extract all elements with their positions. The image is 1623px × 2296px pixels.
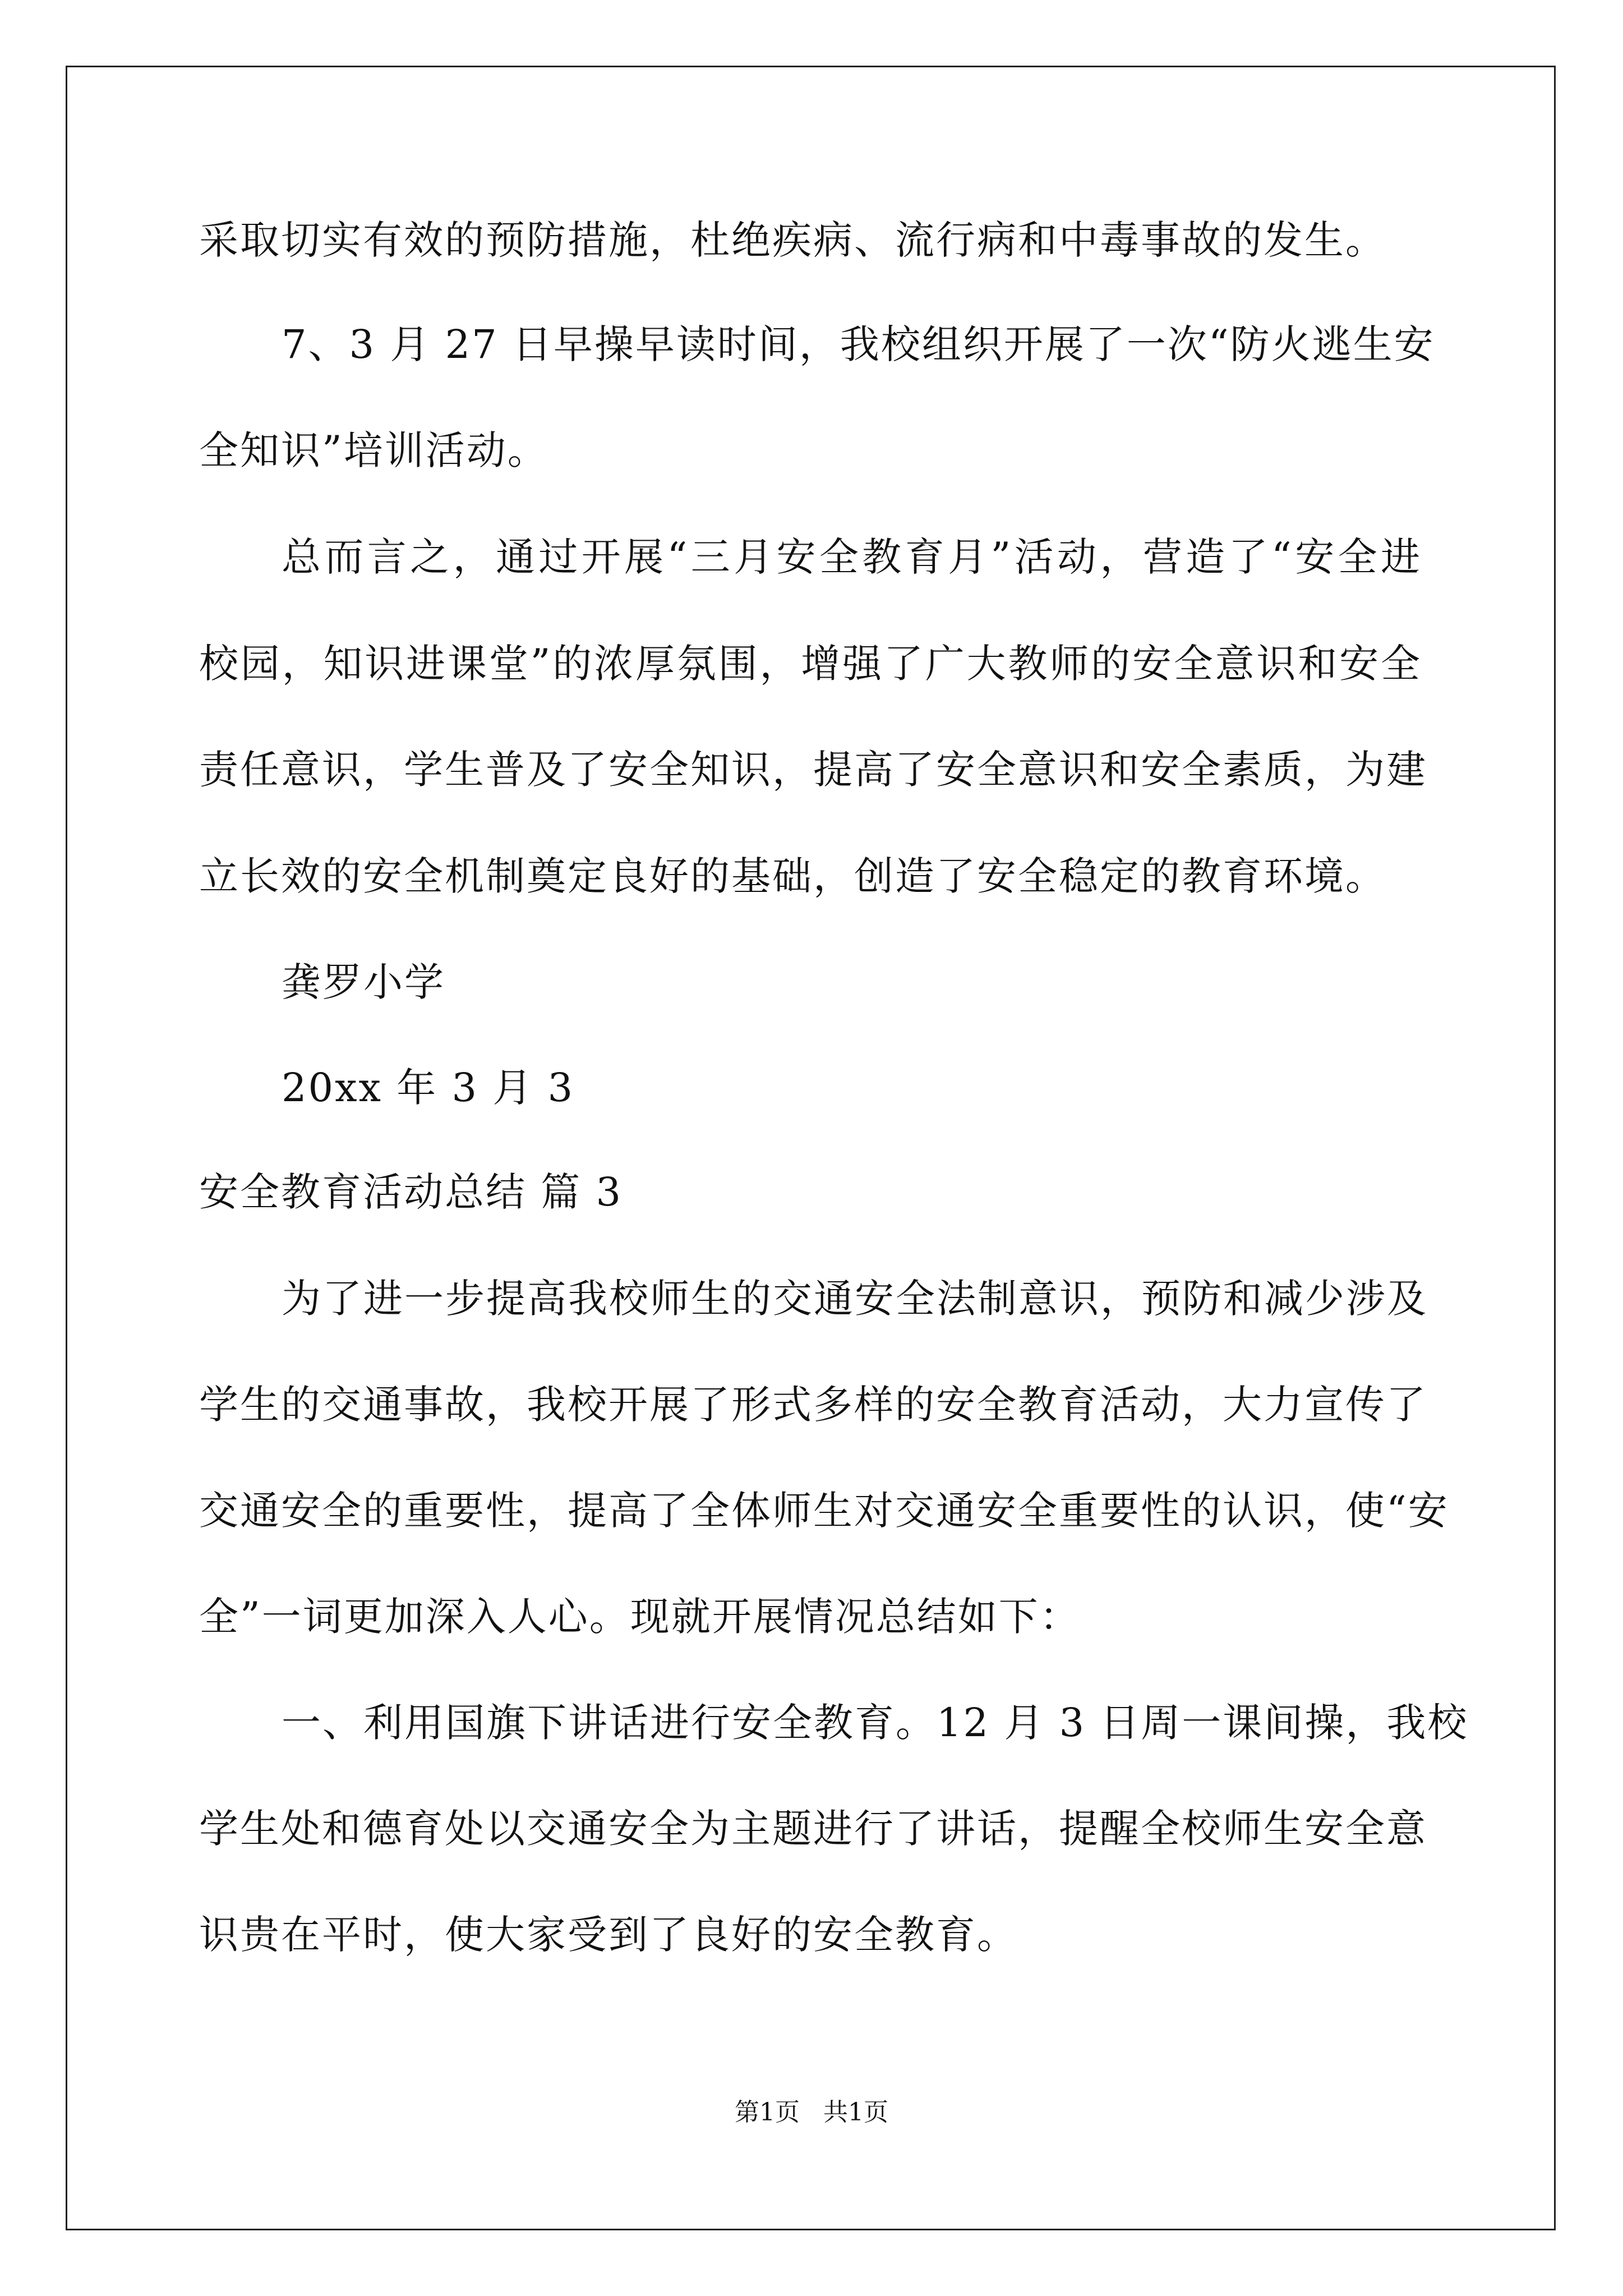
text-line: 识贵在平时，使大家受到了良好的安全教育。 — [199, 1912, 1018, 1958]
page-total: 共1页 — [823, 2098, 888, 2127]
text-line: 交通安全的重要性，提高了全体师生对交通安全重要性的认识，使“安 — [199, 1488, 1449, 1534]
text-line: 全知识”培训活动。 — [199, 427, 548, 473]
signature-date: 20xx 年 3 月 3 — [282, 1065, 575, 1111]
text-line: 总而言之，通过开展“三月安全教育月”活动，营造了“安全进 — [282, 534, 1422, 580]
section-heading: 安全教育活动总结 篇 3 — [199, 1169, 623, 1215]
text-line: 校园，知识进课堂”的浓厚氛围，增强了广大教师的安全意识和安全 — [199, 641, 1422, 687]
text-line: 责任意识，学生普及了安全知识，提高了安全意识和安全素质，为建 — [199, 747, 1427, 793]
signature-school: 龚罗小学 — [282, 959, 445, 1005]
page-footer — [0, 2096, 1623, 2129]
text-line: 全”一词更加深入人心。现就开展情况总结如下： — [199, 1594, 1081, 1640]
text-line: 采取切实有效的预防措施，杜绝疾病、流行病和中毒事故的发生。 — [199, 217, 1386, 263]
text-line: 为了进一步提高我校师生的交通安全法制意识，预防和减少涉及 — [282, 1276, 1428, 1322]
text-line: 学生处和德育处以交通安全为主题进行了讲话，提醒全校师生安全意 — [199, 1806, 1427, 1852]
page-number: 第1页 — [735, 2098, 800, 2127]
text-line: 立长效的安全机制奠定良好的基础，创造了安全稳定的教育环境。 — [199, 853, 1386, 899]
text-line: 7、3 月 27 日早操早读时间，我校组织开展了一次“防火逃生安 — [282, 321, 1435, 367]
text-line: 学生的交通事故，我校开展了形式多样的安全教育活动，大力宣传了 — [199, 1382, 1427, 1428]
text-line: 一、利用国旗下讲话进行安全教育。12 月 3 日周一课间操，我校 — [282, 1700, 1469, 1746]
page-border — [66, 66, 1556, 2230]
